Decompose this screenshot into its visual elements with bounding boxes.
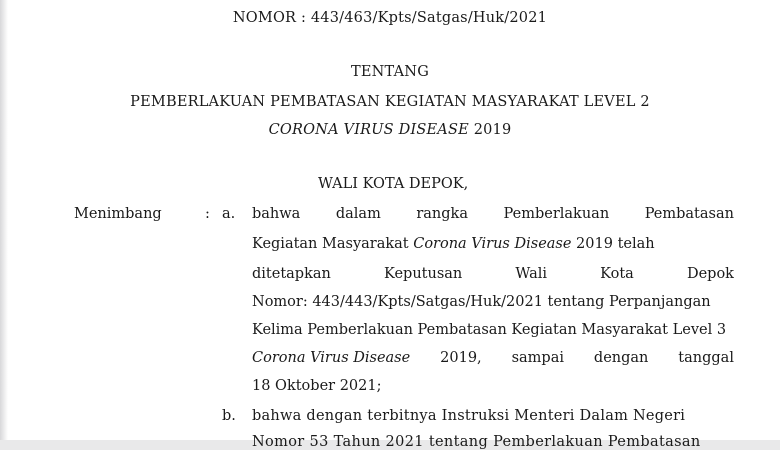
point-a-line-5: Kelima Pemberlakuan Pembatasan Kegiatan Masyarakat Level 3 [252, 322, 727, 338]
text-run: 2019 telah [571, 236, 655, 252]
menimbang-label: Menimbang [74, 206, 162, 222]
menimbang-colon: : [205, 206, 210, 222]
about-heading: TENTANG [351, 64, 429, 80]
word: ditetapkan [252, 266, 331, 282]
title-line-2 [0, 122, 780, 138]
word: rangka [416, 206, 468, 222]
word: bahwa [252, 206, 301, 222]
decree-number: NOMOR : 443/463/Kpts/Satgas/Huk/2021 [232, 10, 548, 26]
text-run: Kegiatan Masyarakat [252, 236, 414, 252]
point-b-line-2: Nomor 53 Tahun 2021 tentang Pemberlakuan Pembatasan [252, 434, 701, 450]
title-year: 2019 [468, 122, 512, 138]
point-b-line-1: bahwa dengan terbitnya Instruksi Menteri Dalam Negeri [252, 408, 686, 424]
point-a-line-2 [252, 236, 655, 252]
word: Pembatasan [644, 206, 734, 222]
word: Wali [515, 266, 547, 282]
point-a-line-7: 18 Oktober 2021; [252, 378, 382, 394]
word: Pemberlakuan [503, 206, 610, 222]
italic-run: Corona Virus Disease [413, 236, 572, 252]
title-italic-part: CORONA VIRUS DISEASE [268, 122, 469, 138]
point-a-line-3 [252, 266, 734, 282]
title-line-1: PEMBERLAKUAN PEMBATASAN KEGIATAN MASYARAKAT LEVEL 2 [130, 94, 650, 110]
point-a-marker: a. [222, 206, 236, 222]
word: Depok [686, 266, 734, 282]
italic-run: Corona Virus Disease [252, 350, 411, 366]
word: Kota [600, 266, 634, 282]
point-a-line-4: Nomor: 443/443/Kpts/Satgas/Huk/2021 tentang Perpanjangan [252, 294, 711, 310]
point-a-line-1 [252, 206, 734, 222]
point-b-marker: b. [222, 408, 236, 424]
word: dalam [335, 206, 381, 222]
signatory-heading: WALI KOTA DEPOK, [318, 176, 469, 192]
word: dengan [593, 350, 649, 366]
word: tanggal [678, 350, 734, 366]
point-a-line-6 [252, 350, 734, 366]
word: Keputusan [384, 266, 463, 282]
word: sampai [511, 350, 564, 366]
word: 2019, [440, 350, 482, 366]
